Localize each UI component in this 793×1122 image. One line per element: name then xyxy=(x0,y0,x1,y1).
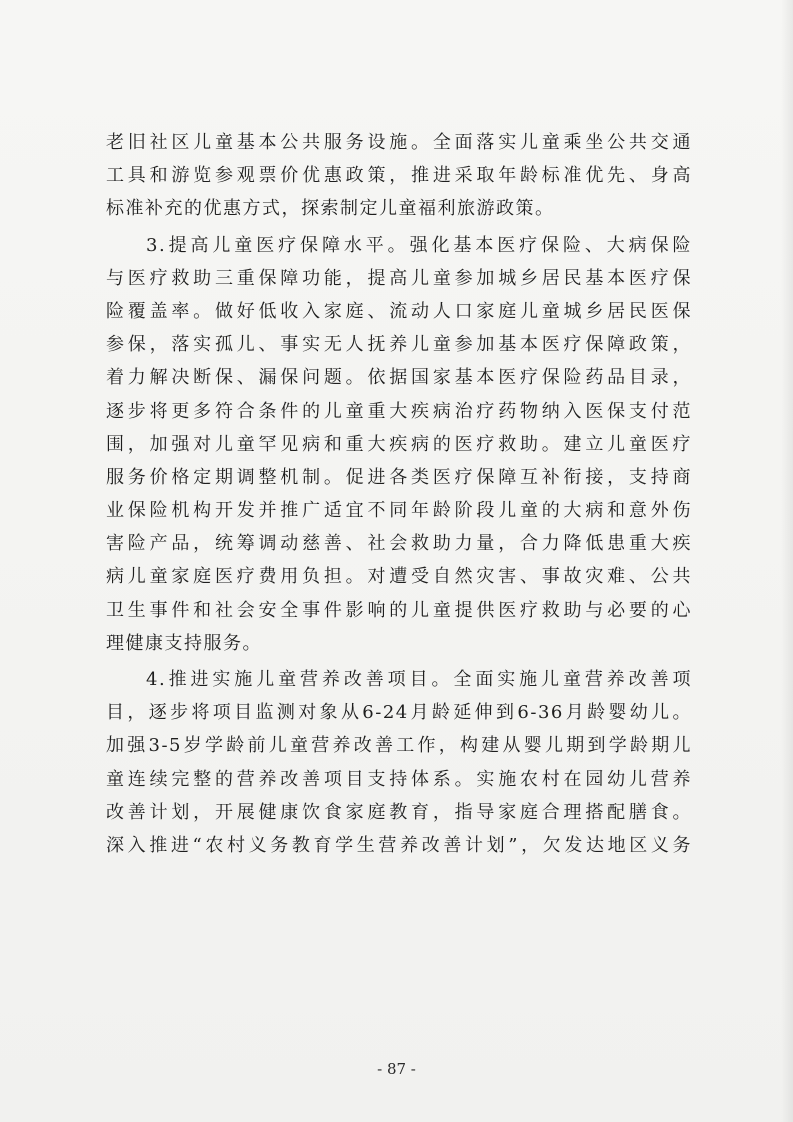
text-line: 加强3-5岁学龄前儿童营养改善工作，构建从婴儿期到学龄期儿 xyxy=(106,735,692,757)
text-line: 卫生事件和社会安全事件影响的儿童提供医疗救助与必要的心 xyxy=(106,599,692,621)
text-line: 参保，落实孤儿、事实无人抚养儿童参加基本医疗保障政策， xyxy=(106,334,692,356)
text-line: 与医疗救助三重保障功能，提高儿童参加城乡居民基本医疗保 xyxy=(106,267,692,289)
text-line: 病儿童家庭医疗费用负担。对遭受自然灾害、事故灾难、公共 xyxy=(106,566,692,588)
text-line: 标准补充的优惠方式，探索制定儿童福利旅游政策。 xyxy=(106,198,555,220)
page-edge-shadow xyxy=(781,0,793,1122)
text-line: 老旧社区儿童基本公共服务设施。全面落实儿童乘坐公共交通 xyxy=(106,132,692,153)
text-line: 险覆盖率。做好低收入家庭、流动人口家庭儿童城乡居民医保 xyxy=(106,300,692,322)
text-line: 改善计划，开展健康饮食家庭教育，指导家庭合理搭配膳食。 xyxy=(106,801,692,823)
page-number: - 87 - xyxy=(377,1060,416,1078)
text-line: 目，逐步将项目监测对象从6-24月龄延伸到6-36月龄婴幼儿。 xyxy=(106,702,692,724)
text-line: 逐步将更多符合条件的儿童重大疾病治疗药物纳入医保支付范 xyxy=(106,400,692,422)
section-heading-line: 3.提高儿童医疗保障水平。强化基本医疗保险、大病保险 xyxy=(146,234,692,256)
text-line: 工具和游览参观票价优惠政策，推进采取年龄标准优先、身高 xyxy=(106,165,692,187)
document-body xyxy=(106,126,692,862)
text-line: 深入推进“农村义务教育学生营养改善计划”，欠发达地区义务 xyxy=(106,834,692,856)
text-line: 理健康支持服务。 xyxy=(106,632,262,654)
text-line: 着力解决断保、漏保问题。依据国家基本医疗保险药品目录， xyxy=(106,367,692,389)
text-line: 服务价格定期调整机制。促进各类医疗保障互补衔接，支持商 xyxy=(106,466,692,488)
text-line: 害险产品，统筹调动慈善、社会救助力量，合力降低患重大疾 xyxy=(106,533,692,555)
section-heading-line: 4.推进实施儿童营养改善项目。全面实施儿童营养改善项 xyxy=(146,669,692,690)
text-line: 业保险机构开发并推广适宜不同年龄阶段儿童的大病和意外伤 xyxy=(106,500,692,522)
text-line: 围，加强对儿童罕见病和重大疾病的医疗救助。建立儿童医疗 xyxy=(106,433,692,455)
text-line: 童连续完整的营养改善项目支持体系。实施农村在园幼儿营养 xyxy=(106,768,692,790)
